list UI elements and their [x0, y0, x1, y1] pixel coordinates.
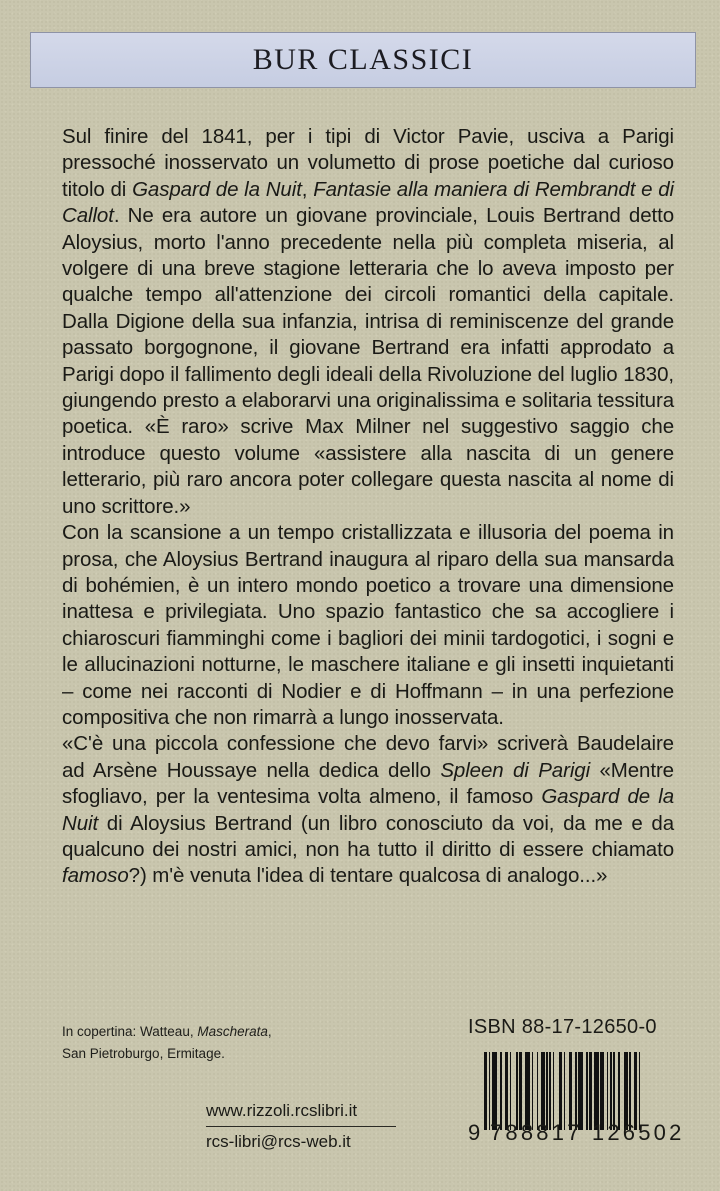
publisher-contacts — [206, 1096, 416, 1157]
book-title: Gaspard de la Nuit — [132, 177, 302, 201]
series-banner — [30, 32, 696, 88]
cover-credit: In copertina: Watteau, Mascherata, San Pietroburgo, Ermitage. — [62, 1024, 272, 1061]
publisher-email: rcs-libri@rcs-web.it — [206, 1132, 351, 1151]
back-cover-blurb — [62, 124, 674, 890]
blurb-paragraph-1: Sul finire del 1841, per i tipi di Victor Pavie, usciva a Parigi pressoché inosservato un volumetto di prose poetiche dal curioso titolo di Gaspard de la Nuit, Fantasie alla maniera di Rembrandt e di Callot. Ne era autore un giovane provinciale, Louis Bertrand detto Aloysius, morto l'anno precedente nella più completa miseria, al volgere di una breve stagione letteraria che lo aveva imposto per qualche tempo all'attenzione dei circoli romantici della capitale. Dalla Digione della sua infanzia, intrisa di reminiscenze del grande passato borgognone, il giovane Bertrand era infatti approdato a Parigi dopo il fallimento degli ideali della Rivoluzione del luglio 1830, giungendo presto a elaborarvi una originalissima e solitaria tessitura poetica. «È raro» scrive Max Milner nel suggestivo saggio che introduce questo volume «assistere alla nascita di un genere letterario, più raro ancora poter collegare questa nascita al nome di uno scrittore.» — [62, 125, 674, 518]
isbn-number: ISBN 88-17-12650-0 — [468, 1016, 657, 1038]
series-title: BUR CLASSICI — [252, 43, 474, 76]
publisher-website: www.rizzoli.rcslibri.it — [206, 1096, 396, 1127]
barcode-bars — [484, 1052, 694, 1130]
blurb-paragraph-3: «C'è una piccola confessione che devo farvi» scriverà Baudelaire ad Arsène Houssaye nella dedica dello Spleen di Parigi «Mentre sfogliavo, per la ventesima volta almeno, il famoso Gaspard de la Nuit di Aloysius Bertrand (un libro conosciuto da voi, da me e da qualcuno dei nostri amici, non ha tutto il diritto di essere chiamato famoso?) m'è venuta l'idea di tentare qualcosa di analogo...» — [62, 732, 674, 888]
barcode-bar — [640, 1052, 642, 1130]
book-subtitle: Fantasie alla maniera di Rembrandt e di Callot — [62, 177, 674, 228]
barcode-first-digit: 9 — [468, 1120, 481, 1145]
blurb-paragraph-2: Con la scansione a un tempo cristallizzata e illusoria del poema in prosa, che Aloysius Bertrand inaugura al riparo della sua mansarda di bohémien, è un intero mondo poetico a trovare una dimensione inattesa e privilegiata. Uno spazio fantastico che sa accogliere i chiaroscuri fiamminghi come i bagliori dei minii tardogotici, i sogni e le allucinazioni notturne, le maschere italiane e gli insetti inquietanti – come nei racconti di Nodier e di Hoffmann – in una perfezione compositiva che non rimarrà a lungo inosservata. — [62, 521, 674, 729]
ean-barcode — [468, 1052, 694, 1150]
barcode-digits: 788817 126502 — [490, 1120, 685, 1145]
